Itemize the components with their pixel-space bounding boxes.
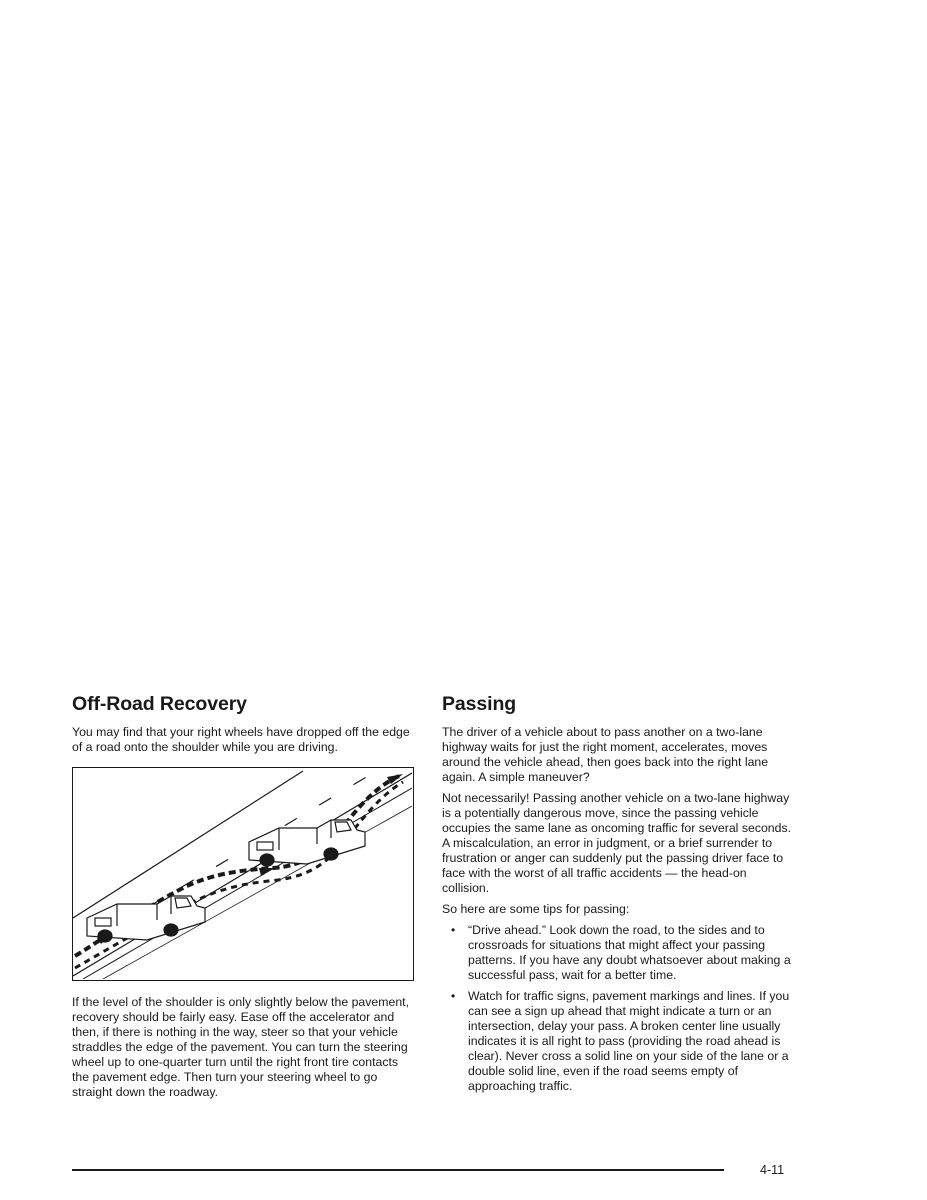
passing-paragraph-2: Not necessarily! Passing another vehicle on a two-lane highway is a potentially dangerous move, since the passing vehicle occupies the same lane as oncoming traffic for several seconds. A miscalculation, an error in judgment, or a brief surrender to frustration or anger can suddenly put the passing driver face to face with the worst of all traffic accidents — the head-on collision. xyxy=(442,791,792,895)
right-column xyxy=(442,692,792,1100)
tip-text: Watch for traffic signs, pavement markings and lines. If you can see a sign up ahead that might indicate a turn or an intersection, delay your pass. A broken center line usually indicates it is all right to pass (providing the road ahead is clear). Never cross a solid line on your side of the lane or a double solid line, even if the road seems empty of approaching traffic. xyxy=(468,989,790,1093)
bullet-icon: • xyxy=(451,923,456,937)
passing-heading: Passing xyxy=(442,693,517,715)
passing-tips-intro: So here are some tips for passing: xyxy=(442,902,630,916)
passing-tips-list xyxy=(442,923,792,1094)
off-road-recovery-heading: Off-Road Recovery xyxy=(72,693,247,715)
off-road-recovery-illustration xyxy=(72,767,414,981)
page-number: 4-11 xyxy=(760,1163,785,1177)
tip-text: “Drive ahead.” Look down the road, to the sides and to crossroads for situations that might affect your passing patterns. If you have any doubt whatsoever about making a successful pass, wait for a better time. xyxy=(468,923,791,982)
off-road-intro-paragraph: You may find that your right wheels have dropped off the edge of a road onto the shoulder while you are driving. xyxy=(72,725,410,754)
bullet-icon: • xyxy=(451,989,456,1003)
footer-rule xyxy=(72,1169,724,1171)
list-item xyxy=(451,923,792,983)
list-item xyxy=(451,989,792,1094)
passing-paragraph-1: The driver of a vehicle about to pass another on a two-lane highway waits for just the right moment, accelerates, moves around the vehicle ahead, then goes back into the right lane again. A simple maneuver? xyxy=(442,725,769,784)
off-road-body-paragraph: If the level of the shoulder is only slightly below the pavement, recovery should be fairly easy. Ease off the accelerator and then, if there is nothing in the way, steer so that your vehicle straddles the edge of the pavement. You can turn the steering wheel up to one-quarter turn until the right front tire contacts the pavement edge. Then turn your steering wheel to go straight down the roadway. xyxy=(72,995,409,1099)
left-column xyxy=(72,692,418,1106)
